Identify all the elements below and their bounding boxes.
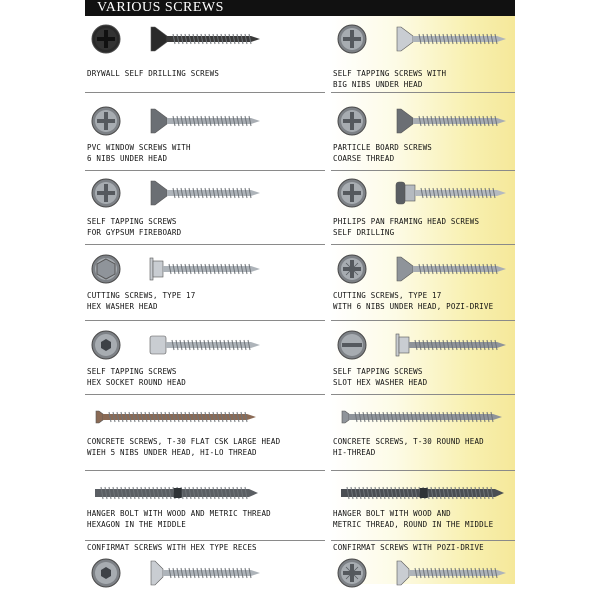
caption-line: 6 NIBS UNDER HEAD [87,154,168,163]
phillips-drive-icon [337,178,367,208]
caption-line: METRIC THREAD, ROUND IN THE MIDDLE [333,520,494,529]
screw-head-top-view [91,178,121,213]
caption-line: HANGER BOLT WITH WOOD AND [333,509,451,518]
phillips-drive-icon [337,24,367,54]
screw-side-view [149,332,261,358]
screw-side-view [395,108,507,134]
screw-caption [333,366,427,388]
socket-drive-icon [91,330,121,360]
row-divider [331,244,515,245]
screw-profile [395,256,507,287]
caption-line: CUTTING SCREWS, TYPE 17 [333,291,442,300]
screw-head-top-view [337,558,367,593]
screw-profile [149,26,261,57]
screw-head-top-view [91,106,121,141]
row-divider [331,540,515,541]
caption-line: SELF TAPPING SCREWS [87,217,177,226]
screw-profile [395,180,507,211]
caption-line: PVC WINDOW SCREWS WITH [87,143,191,152]
screw-head-top-view [337,178,367,213]
screw-profile [95,480,259,511]
pozi-drive-icon [337,558,367,588]
caption-line: HI-THREAD [333,448,376,457]
phillips-drive-icon [91,106,121,136]
screw-catalog-sheet [85,0,515,600]
screw-profile [95,404,257,435]
row-divider [85,394,325,395]
screw-side-view [149,108,261,134]
screw-profile [149,256,261,287]
caption-line: HEXAGON IN THE MIDDLE [87,520,187,529]
screw-side-view [149,560,261,586]
screw-caption [87,68,219,79]
screw-head-top-view [337,330,367,365]
caption-line: SELF TAPPING SCREWS [333,367,423,376]
screw-side-view [395,332,507,358]
page-title: VARIOUS SCREWS [97,0,224,15]
screw-profile [395,332,507,363]
screw-caption [87,366,186,388]
row-divider [331,320,515,321]
row-divider [85,92,325,93]
caption-line: SLOT HEX WASHER HEAD [333,378,428,387]
screw-caption [87,542,257,553]
screw-caption [87,290,195,312]
caption-line: SELF TAPPING SCREWS WITH [333,69,447,78]
screw-side-view [395,256,507,282]
screw-head-top-view [337,254,367,289]
screw-head-top-view [337,24,367,59]
caption-line: HEX SOCKET ROUND HEAD [87,378,187,387]
screw-side-view [395,26,507,52]
caption-line: COARSE THREAD [333,154,395,163]
screw-head-top-view [91,24,121,59]
screw-profile [149,108,261,139]
screw-profile [149,332,261,363]
screw-caption [333,142,432,164]
screw-head-top-view [91,558,121,593]
row-divider [331,92,515,93]
row-divider [85,470,325,471]
socket-drive-icon [91,558,121,588]
screw-side-view [395,560,507,586]
caption-line: HEX WASHER HEAD [87,302,158,311]
caption-line: PHILIPS PAN FRAMING HEAD SCREWS [333,217,480,226]
screw-caption [333,436,484,458]
caption-line: SELF TAPPING SCREWS [87,367,177,376]
screw-side-view [149,26,261,52]
caption-line: WITH 6 NIBS UNDER HEAD, POZI-DRIVE [333,302,494,311]
screw-profile [149,180,261,211]
screw-caption [87,508,271,530]
phillips-drive-icon [91,24,121,54]
screw-caption [87,436,280,458]
caption-line: WIEH 5 NIBS UNDER HEAD, HI-LO THREAD [87,448,257,457]
screw-profile [341,404,503,435]
row-divider [331,170,515,171]
screw-caption [333,290,493,312]
screw-caption [333,68,446,90]
caption-line: SELF DRILLING [333,228,395,237]
caption-line: PARTICLE BOARD SCREWS [333,143,433,152]
screw-caption [333,542,484,553]
pozi-drive-icon [337,254,367,284]
screw-profile [341,480,505,511]
caption-line: FOR GYPSUM FIREBOARD [87,228,182,237]
caption-line: CONFIRMAT SCREWS WITH POZI-DRIVE [333,543,484,552]
caption-line: DRYWALL SELF DRILLING SCREWS [87,69,220,78]
screw-caption [87,216,181,238]
screw-caption [333,216,479,238]
screw-side-view [149,180,261,206]
screw-side-view [95,404,257,430]
screw-side-view [341,404,503,430]
screw-head-top-view [337,106,367,141]
header-bar [85,0,515,16]
screw-side-view [395,180,507,206]
caption-line: CONCRETE SCREWS, T-30 FLAT CSK LARGE HEAD [87,437,281,446]
caption-line: CONCRETE SCREWS, T-30 ROUND HEAD [333,437,484,446]
screw-profile [395,26,507,57]
screw-caption [87,142,191,164]
screw-profile [149,560,261,591]
screw-profile [395,560,507,591]
hex-drive-icon [91,254,121,284]
screw-caption [333,508,493,530]
phillips-drive-icon [91,178,121,208]
caption-line: CUTTING SCREWS, TYPE 17 [87,291,196,300]
caption-line: BIG NIBS UNDER HEAD [333,80,423,89]
row-divider [85,540,325,541]
screw-profile [395,108,507,139]
screw-side-view [341,480,505,506]
row-divider [331,470,515,471]
screw-head-top-view [91,330,121,365]
screw-head-top-view [91,254,121,289]
caption-line: HANGER BOLT WITH WOOD AND METRIC THREAD [87,509,271,518]
phillips-drive-icon [337,106,367,136]
row-divider [85,170,325,171]
screw-side-view [149,256,261,282]
caption-line: CONFIRMAT SCREWS WITH HEX TYPE RECES [87,543,257,552]
screw-side-view [95,480,259,506]
row-divider [331,394,515,395]
slot-drive-icon [337,330,367,360]
row-divider [85,244,325,245]
row-divider [85,320,325,321]
